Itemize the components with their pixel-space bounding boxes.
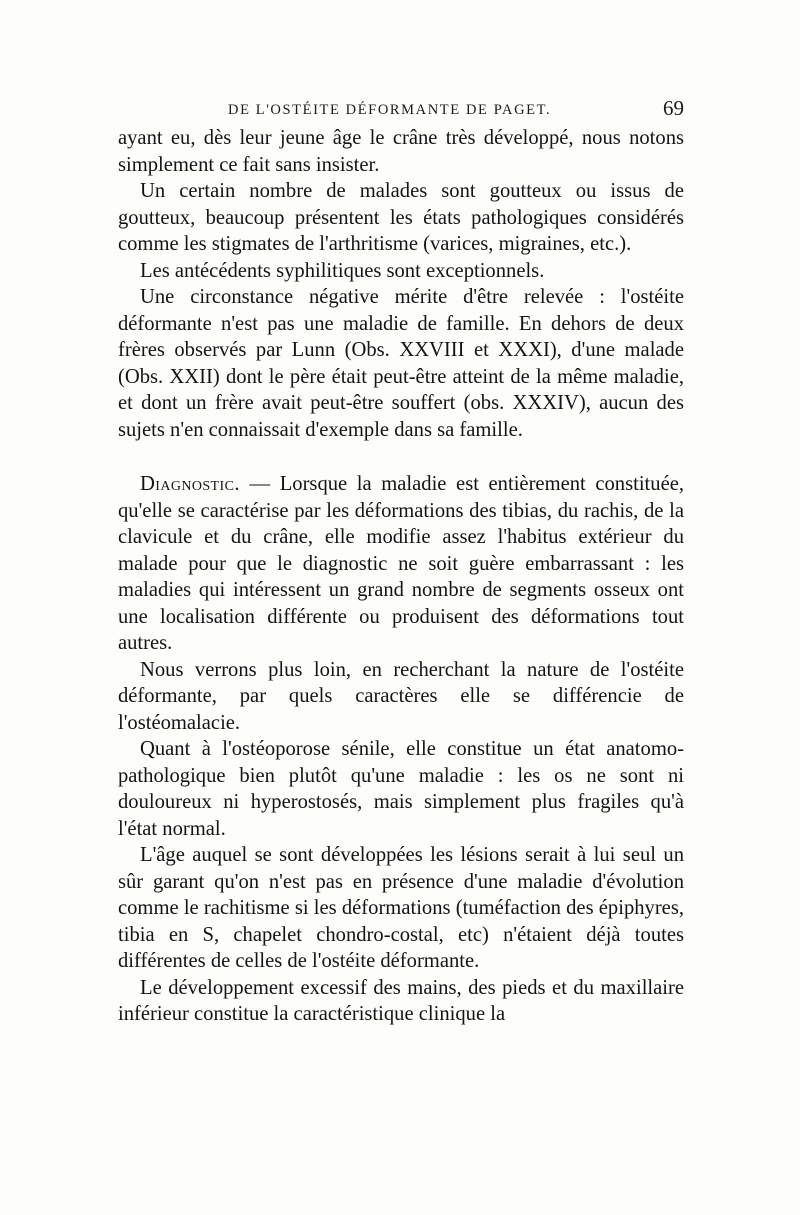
section-heading-diagnostic: Diagnostic. <box>140 473 240 495</box>
paragraph-development: Le développement excessif des mains, des pieds et du maxillaire inférieur constitue la caractéristique clinique la <box>118 976 684 1025</box>
page-number: 69 <box>663 96 684 120</box>
paragraph-gout: Un certain nombre de malades sont goutteux ou issus de goutteux, beaucoup présentent les états pathologiques considérés comme les stigmates de l'arthritisme (varices, migraines, etc.). <box>118 180 684 255</box>
body-text <box>118 125 684 1028</box>
paragraph-diagnostic-text: — Lorsque la maladie est entièrement constituée, qu'elle se caractérise par les déformations des tibias, du rachis, de la clavicule et du crâne, elle modifie assez l'habitus extérieur du malade pour que le diagnostic ne soit guère embarrassant : les maladies qui intéressent un grand nombre de segments osseux ont une localisation différente ou produisent des déformations tout autres. <box>118 473 684 654</box>
running-title: DE L'OSTÉITE DÉFORMANTE DE PAGET. <box>228 102 552 118</box>
running-head <box>118 96 684 123</box>
paragraph-osteoporosis: Quant à l'ostéoporose sénile, elle constitue un état anatomo-pathologique bien plutôt qu'une maladie : les os ne sont ni douloureux ni hyperostosés, mais simplement plus fragiles qu'à l'état normal. <box>118 738 684 840</box>
paragraph-syphilis: Les antécédents syphilitiques sont exceptionnels. <box>140 259 545 282</box>
paragraph-rickets: L'âge auquel se sont développées les lésions serait à lui seul un sûr garant qu'on n'est pas en présence d'une maladie d'évolution comme le rachitisme si les déformations (tuméfaction des épiphyres, tibia en S, chapelet chondro-costal, etc) n'étaient déjà toutes différentes de celles de l'ostéite déformante. <box>118 844 684 972</box>
section-gap <box>118 443 684 471</box>
paragraph-osteomalacia: Nous verrons plus loin, en recherchant la nature de l'ostéite déformante, par quels caractères elle se différencie de l'ostéomalacie. <box>118 658 684 734</box>
paragraph-family: Une circonstance négative mérite d'être relevée : l'ostéite déformante n'est pas une maladie de famille. En dehors de deux frères observés par Lunn (Obs. XXVIII et XXXI), d'une malade (Obs. XXII) dont le père était peut-être atteint de la même maladie, et dont un frère avait peut-être souffert (obs. XXXIV), aucun des sujets n'en connaissait d'exemple dans sa famille. <box>118 286 684 441</box>
paragraph-diagnostic <box>118 471 684 657</box>
paragraph-continuation: ayant eu, dès leur jeune âge le crâne très développé, nous notons simplement ce fait sans insister. <box>118 127 684 176</box>
